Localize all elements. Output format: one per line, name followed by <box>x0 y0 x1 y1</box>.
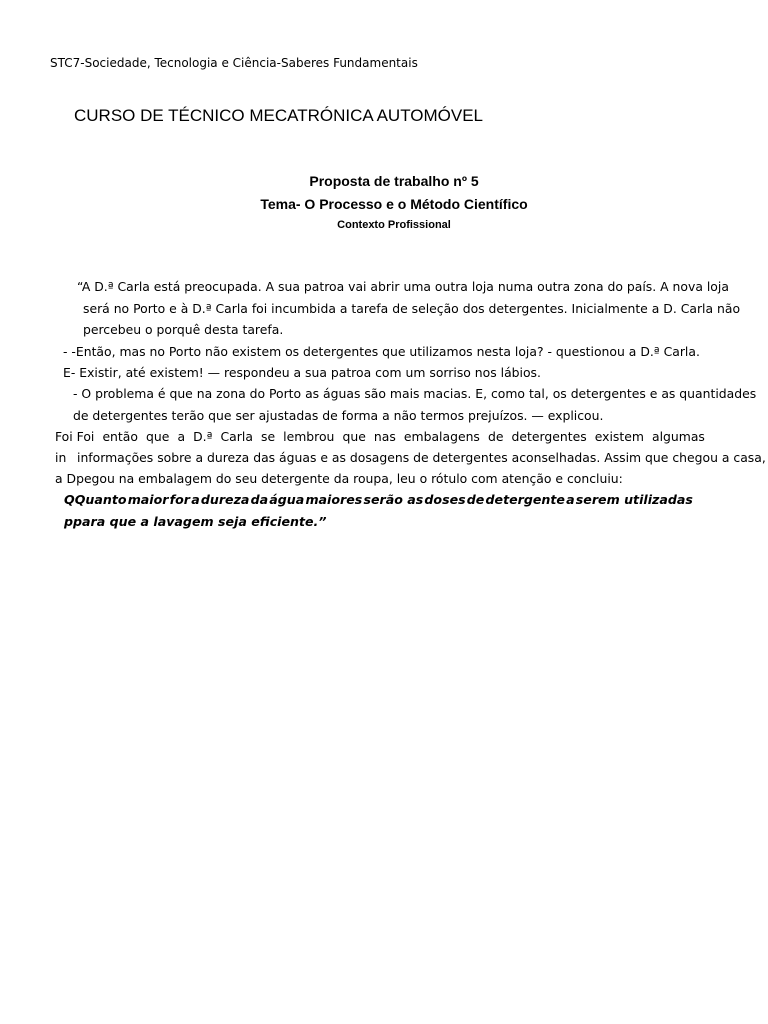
word: QQuanto <box>64 492 127 507</box>
word: doses <box>424 492 466 507</box>
word: a <box>566 492 575 507</box>
paragraph-line-justified <box>55 429 705 444</box>
word: dureza <box>200 492 250 507</box>
module-header: STC7-Sociedade, Tecnologia e Ciência-Saberes Fundamentais <box>50 56 418 70</box>
word: embalagens <box>403 429 480 444</box>
word: maiores <box>305 492 363 507</box>
paragraph-line: “A D.ª Carla está preocupada. A sua patroa vai abrir uma outra loja numa outra zona do país. A nova loja <box>77 279 729 294</box>
word: serão as <box>363 492 424 507</box>
dialogue-line: - O problema é que na zona do Porto as águas são mais macias. E, como tal, os detergentes e as quantidades <box>73 386 757 401</box>
word: maior <box>127 492 169 507</box>
dialogue-line: de detergentes terão que ser ajustadas de forma a não termos prejuízos. — explicou. <box>73 408 604 423</box>
word: existem <box>594 429 644 444</box>
word: que <box>146 429 170 444</box>
word: Foi Foi <box>55 429 95 444</box>
context-subtitle: Contexto Profissional <box>337 219 451 231</box>
paragraph-line: será no Porto e à D.ª Carla foi incumbida a tarefa de seleção dos detergentes. Inicialmente a D. Carla não <box>83 301 741 316</box>
word: lembrou <box>283 429 335 444</box>
word: água <box>269 492 305 507</box>
word: que <box>342 429 366 444</box>
word: a <box>177 429 186 444</box>
word: de <box>487 429 504 444</box>
word: serem utilizadas <box>575 492 693 507</box>
conclusion-line-justified <box>64 492 693 507</box>
dialogue-line: E- Existir, até existem! — respondeu a sua patroa com um sorriso nos lábios. <box>63 365 541 380</box>
paragraph-line: percebeu o porquê desta tarefa. <box>83 322 284 337</box>
course-title: CURSO DE TÉCNICO MECATRÓNICA AUTOMÓVEL <box>74 106 484 125</box>
word: detergentes <box>511 429 587 444</box>
word: algumas <box>652 429 705 444</box>
dialogue-line: - -Então, mas no Porto não existem os detergentes que utilizamos nesta loja? - questionou a D.ª Carla. <box>63 344 700 359</box>
word: D.ª <box>193 429 213 444</box>
word: de <box>466 492 485 507</box>
paragraph-line: a Dpegou na embalagem do seu detergente da roupa, leu o rótulo com atenção e concluiu: <box>55 471 623 486</box>
word: a <box>191 492 200 507</box>
paragraph-line-prefix: in <box>55 450 67 465</box>
paragraph-line: informações sobre a dureza das águas e as dosagens de detergentes aconselhadas. Assim que chegou a casa, <box>77 450 766 465</box>
word: então <box>102 429 138 444</box>
word: Carla <box>220 429 253 444</box>
word: nas <box>373 429 396 444</box>
theme-title: Tema- O Processo e o Método Científico <box>260 196 528 212</box>
word: se <box>260 429 276 444</box>
word: for <box>169 492 191 507</box>
word: da <box>250 492 269 507</box>
proposal-title: Proposta de trabalho nº 5 <box>309 173 479 189</box>
conclusion-line: ppara que a lavagem seja eficiente.” <box>64 514 327 529</box>
word: detergente <box>485 492 565 507</box>
